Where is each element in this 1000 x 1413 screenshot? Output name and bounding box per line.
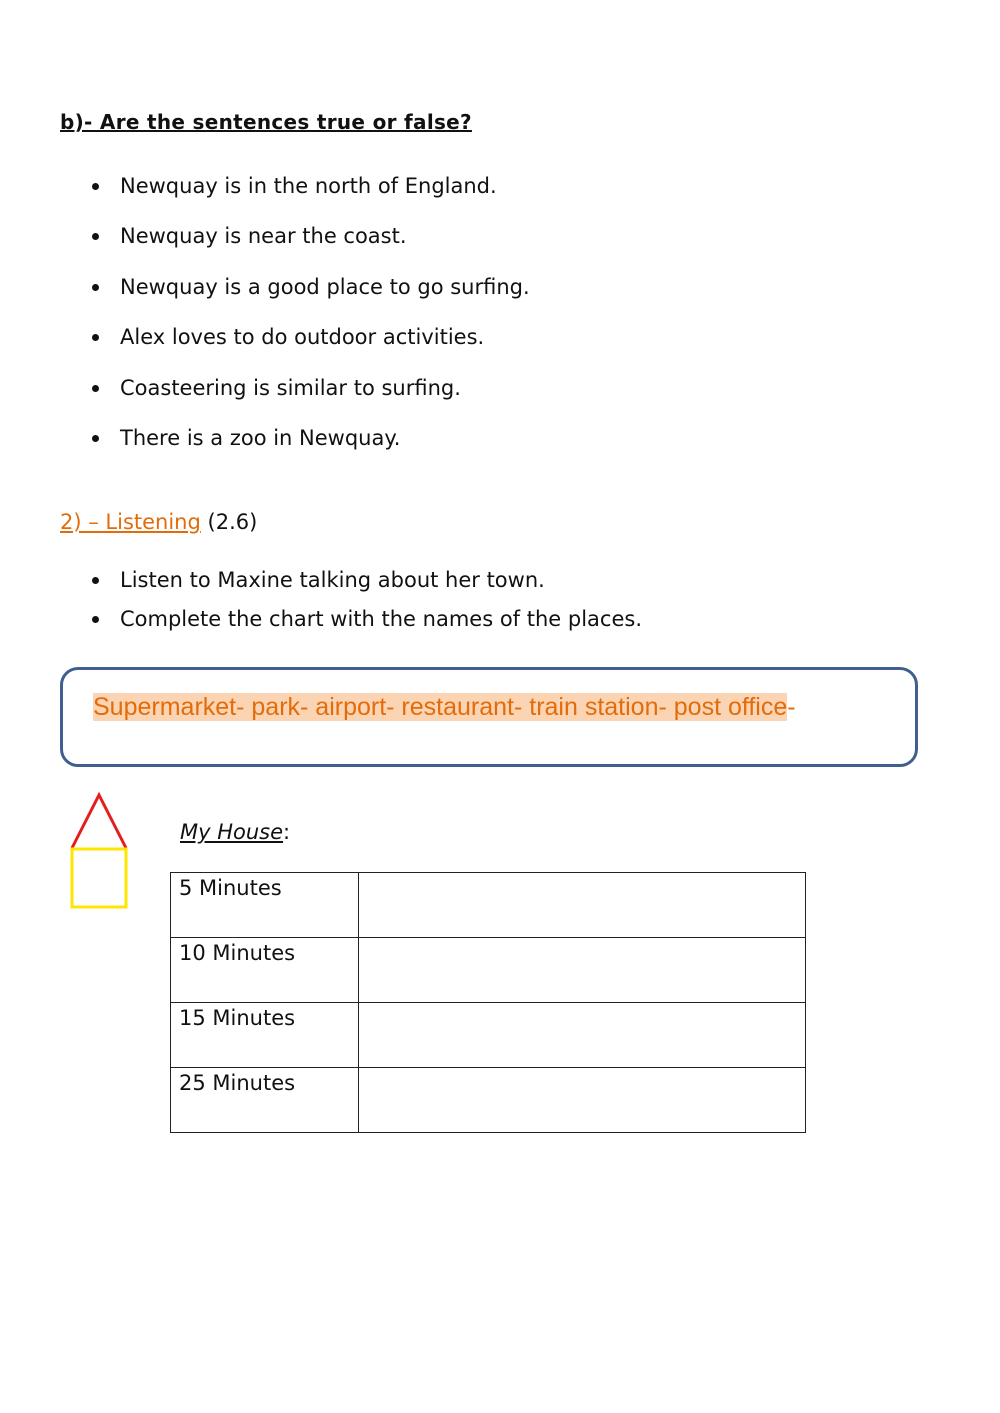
word-bank-tail: -	[787, 693, 796, 721]
time-cell: 5 Minutes	[171, 873, 359, 938]
table-row	[171, 1003, 806, 1068]
sentence-item: Newquay is near the coast.	[88, 216, 530, 266]
house-body	[72, 849, 126, 907]
sentence-item: Coasteering is similar to surfing.	[88, 368, 530, 418]
instruction-item: Complete the chart with the names of the places.	[88, 599, 642, 638]
listening-reference: (2.6)	[207, 510, 258, 534]
time-cell: 15 Minutes	[171, 1003, 359, 1068]
answer-cell[interactable]	[359, 1068, 806, 1133]
places-chart	[170, 872, 806, 1133]
section-b-heading: b)- Are the sentences true or false?	[60, 110, 472, 134]
time-cell: 10 Minutes	[171, 938, 359, 1003]
sentence-item: Newquay is a good place to go surfing.	[88, 267, 530, 317]
house-icon	[66, 792, 132, 912]
sentence-item: Alex loves to do outdoor activities.	[88, 317, 530, 367]
table-row	[171, 873, 806, 938]
sentence-item: There is a zoo in Newquay.	[88, 418, 530, 468]
answer-cell[interactable]	[359, 1003, 806, 1068]
true-false-sentence-list	[88, 166, 530, 468]
house-roof	[72, 795, 126, 848]
sentence-item: Newquay is in the north of England.	[88, 166, 530, 216]
answer-cell[interactable]	[359, 873, 806, 938]
word-bank	[93, 689, 796, 725]
my-house-label: My House:	[180, 820, 291, 844]
table-row	[171, 1068, 806, 1133]
word-bank-words: Supermarket- park- airport- restaurant- train station- post office	[93, 693, 788, 721]
answer-cell[interactable]	[359, 938, 806, 1003]
time-cell: 25 Minutes	[171, 1068, 359, 1133]
table-row	[171, 938, 806, 1003]
instruction-item: Listen to Maxine talking about her town.	[88, 560, 642, 599]
listening-title: 2) – Listening	[60, 510, 201, 534]
listening-heading	[60, 510, 257, 534]
listening-instructions	[88, 560, 642, 637]
